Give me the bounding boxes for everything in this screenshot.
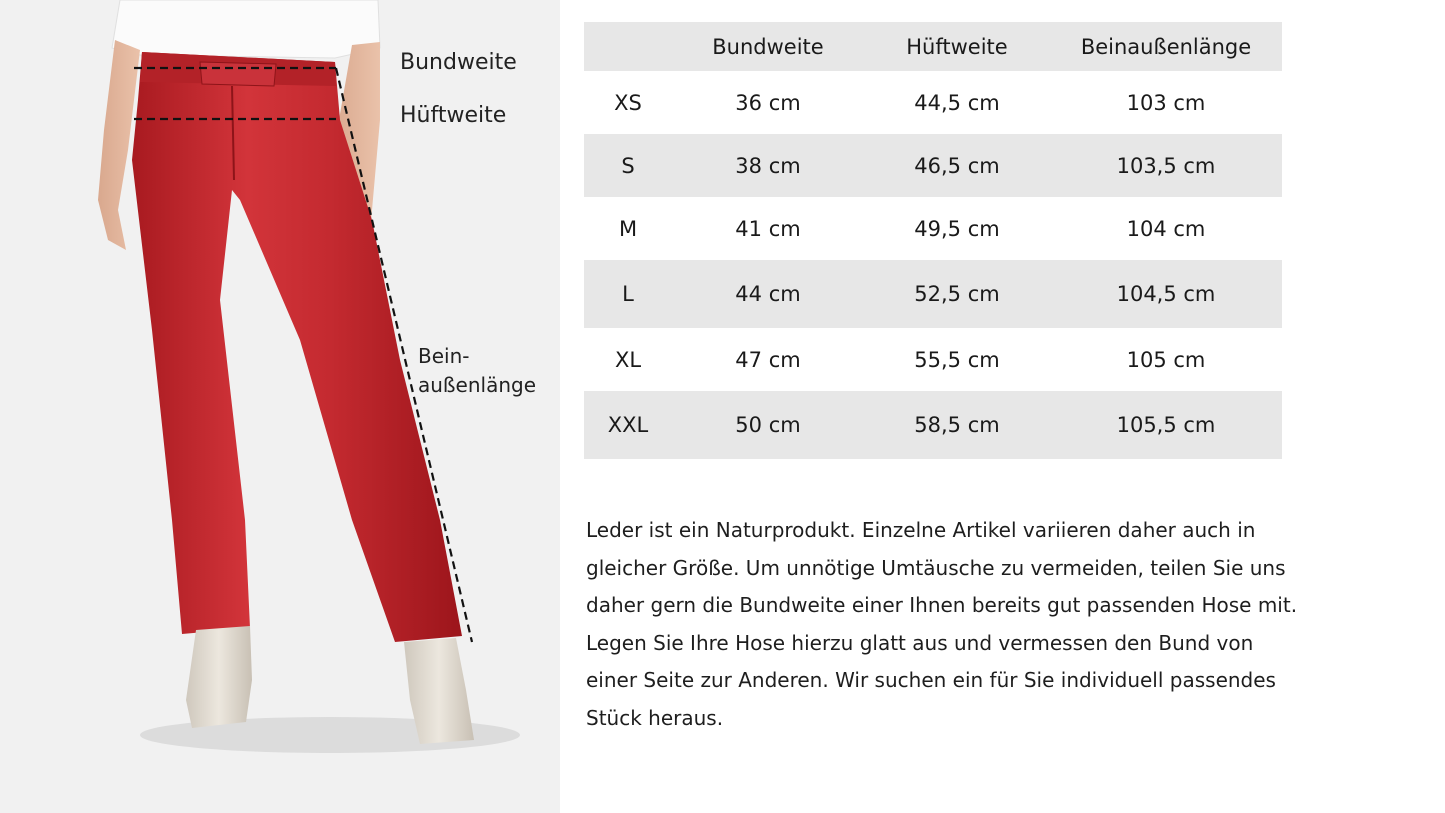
table-row xyxy=(584,134,1282,197)
pants xyxy=(132,52,462,642)
label-leg-line2: außenlänge xyxy=(418,373,536,397)
cell-hueftweite: 44,5 cm xyxy=(914,90,1000,115)
cell-size: M xyxy=(618,216,638,241)
cell-hueftweite: 55,5 cm xyxy=(914,347,1000,372)
cell-size: XL xyxy=(614,347,642,372)
cell-bundweite: 41 cm xyxy=(735,216,801,241)
cell-hueftweite: 52,5 cm xyxy=(914,282,1000,306)
cell-hueftweite: 46,5 cm xyxy=(914,153,1000,178)
cell-bundweite: 50 cm xyxy=(735,413,801,437)
table-row xyxy=(584,71,1282,134)
cell-beinaussenlaenge: 104,5 cm xyxy=(1116,282,1216,306)
white-shirt xyxy=(112,0,380,58)
cell-bundweite: 36 cm xyxy=(735,90,801,115)
left-boot xyxy=(186,626,252,728)
note-line: Legen Sie Ihre Hose hierzu glatt aus und vermessen den Bund von xyxy=(586,630,1254,655)
cell-bundweite: 47 cm xyxy=(735,347,801,372)
label-bundweite: Bundweite xyxy=(400,50,517,75)
table-header-row xyxy=(584,22,1282,71)
cell-beinaussenlaenge: 105 cm xyxy=(1126,347,1206,372)
cell-size: XS xyxy=(614,90,642,115)
cell-beinaussenlaenge: 105,5 cm xyxy=(1116,413,1216,437)
cell-bundweite: 44 cm xyxy=(735,282,801,306)
cell-hueftweite: 58,5 cm xyxy=(914,413,1000,437)
cell-beinaussenlaenge: 103,5 cm xyxy=(1116,153,1216,178)
table-row xyxy=(584,197,1282,260)
note-line: einer Seite zur Anderen. Wir suchen ein für Sie individuell passendes xyxy=(586,668,1276,693)
cell-beinaussenlaenge: 104 cm xyxy=(1126,216,1206,241)
table-row xyxy=(584,328,1282,391)
header-size xyxy=(584,22,672,71)
note-line: daher gern die Bundweite einer Ihnen bereits gut passenden Hose mit. xyxy=(586,593,1298,618)
cell-size: S xyxy=(621,153,635,178)
size-table xyxy=(584,22,1282,459)
leather-note-paragraph xyxy=(586,512,1298,738)
label-leg-line1: Bein- xyxy=(418,344,470,368)
label-hueftweite: Hüftweite xyxy=(400,103,507,128)
table-row xyxy=(584,391,1282,459)
cell-size: XXL xyxy=(607,413,649,437)
cell-beinaussenlaenge: 103 cm xyxy=(1126,90,1206,115)
label-beinaussenlaenge xyxy=(418,342,558,400)
cell-hueftweite: 49,5 cm xyxy=(914,216,1000,241)
note-line: gleicher Größe. Um unnötige Umtäusche zu vermeiden, teilen Sie uns xyxy=(586,555,1286,580)
note-line: Stück heraus. xyxy=(586,705,724,730)
header-hueftweite: Hüftweite xyxy=(906,34,1008,59)
table-row xyxy=(584,260,1282,328)
cell-size: L xyxy=(622,282,634,306)
note-line: Leder ist ein Naturprodukt. Einzelne Artikel variieren daher auch in xyxy=(586,518,1256,542)
header-beinaussenlaenge: Beinaußenlänge xyxy=(1080,34,1252,59)
fly-flap xyxy=(200,62,276,86)
cell-bundweite: 38 cm xyxy=(735,153,801,178)
header-bundweite: Bundweite xyxy=(712,34,824,59)
